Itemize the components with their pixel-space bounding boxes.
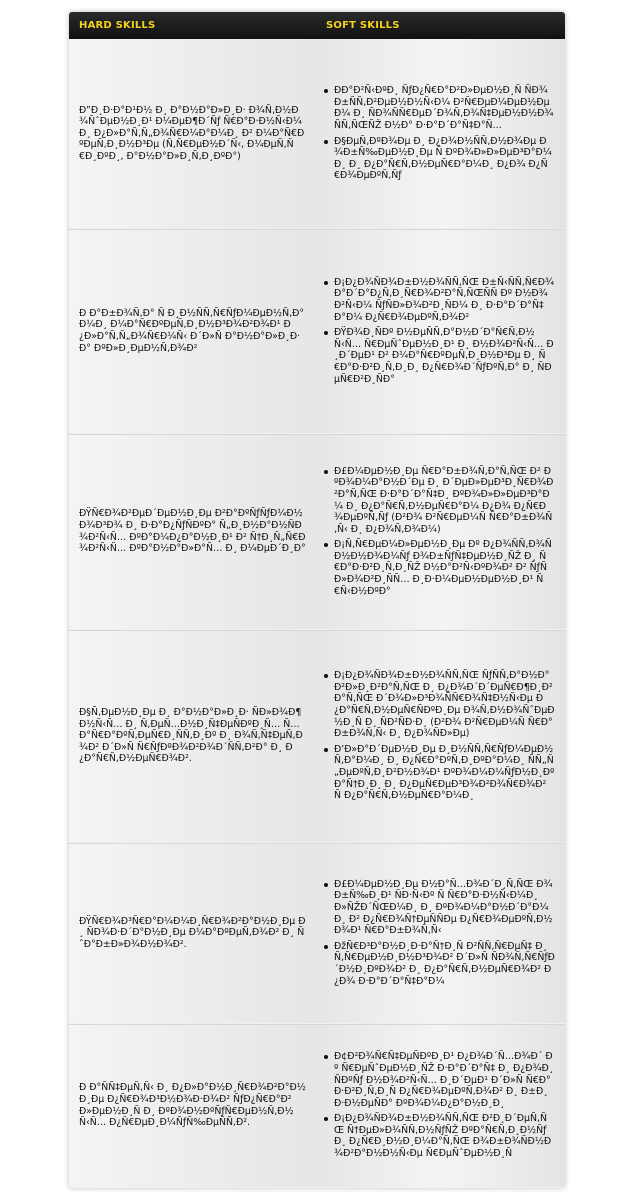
soft-skill-cell [316, 843, 565, 1023]
soft-skill-item: Ð£Ð¼ÐµÐ½Ð¸Ðµ Ð½Ð°Ñ…Ð¾Ð´Ð¸Ñ‚ÑŒ Ð¾Ð±Ñ‰Ð¸Ð¹ ÑÐ·Ñ‹Ðº Ñ Ñ€Ð°Ð·Ð½Ñ‹Ð¼Ð¸ Ð»ÑŽÐ´ÑŒÐ¼Ð¸ Ð¸ ÐºÐ¾Ð¼Ð°Ð½Ð´Ð°Ð¼Ð¸ Ð² Ð¿Ñ€Ð¾Ñ†ÐµÑÑÐµ Ð¿Ñ€Ð¾ÐµÐºÑ‚Ð½Ð¾Ð¹ Ñ€Ð°Ð±Ð¾Ñ‚Ñ‹ [320, 879, 555, 937]
hard-skill-cell: ÐŸÑ€Ð¾Ð²ÐµÐ´ÐµÐ½Ð¸Ðµ Ð²Ð°ÐºÑƒÑƒÐ¼Ð½Ð¾Ð³Ð¾ Ð¸ Ð·Ð°Ð¿ÑƒÑÐºÐ° Ñ„Ð¸Ð½Ð°Ð½ÑÐ¾Ð²Ñ‹Ñ… ÐºÐ°Ð¼Ð¿Ð°Ð½Ð¸Ð¹ Ð² Ñ†Ð¸Ñ„Ñ€Ð¾Ð²Ñ‹Ñ… ÐºÐ°Ð½Ð°Ð»Ð°Ñ… Ð¸ Ð¼ÐµÐ´Ð¸Ð° [79, 508, 306, 555]
hard-skill-cell: Ð”Ð¸Ð·Ð°Ð¹Ð½ Ð¸ Ð°Ð½Ð°Ð»Ð¸Ð· Ð¾Ñ‚Ð½Ð¾ÑˆÐµÐ½Ð¸Ð¹ Ð¼ÐµÐ¶Ð´Ñƒ Ñ€Ð°Ð·Ð½Ñ‹Ð¼Ð¸ Ð¿Ð»Ð°Ñ‚Ñ„Ð¾Ñ€Ð¼Ð°Ð¼Ð¸ Ð² Ð¼Ð°Ñ€ÐºÐµÑ‚Ð¸Ð½Ð³Ðµ (Ñ‚Ñ€ÐµÐ½Ð´Ñ‹, Ð¼ÐµÑ‚Ñ€Ð¸ÐºÐ¸, Ð°Ð½Ð°Ð»Ð¸Ñ‚Ð¸ÐºÐ°) [79, 104, 305, 162]
table-row [69, 229, 565, 434]
hard-skill-cell: ÐŸÑ€Ð¾Ð³Ñ€Ð°Ð¼Ð¼Ð¸Ñ€Ð¾Ð²Ð°Ð½Ð¸Ðµ Ð¸ ÑÐ¾Ð·Ð´Ð°Ð½Ð¸Ðµ Ð¼Ð°ÐºÐµÑ‚Ð¾Ð² Ð¸ ÑˆÐ°Ð±Ð»Ð¾Ð½Ð¾Ð². [79, 915, 306, 950]
soft-skill-list [320, 85, 555, 182]
table-row [69, 630, 565, 843]
soft-skill-item: Ð¡Ð¿Ð¾ÑÐ¾Ð±Ð½Ð¾ÑÑ‚ÑŒ Ð²Ð¸Ð´ÐµÑ‚ÑŒ Ñ†ÐµÐ»Ð¾ÑÑ‚Ð½ÑƒÑŽ ÐºÐ°Ñ€Ñ‚Ð¸Ð½Ñƒ Ð¸ Ð¿Ñ€Ð¸Ð½Ð¸Ð¼Ð°Ñ‚ÑŒ Ð¾Ð±Ð¾ÑÐ½Ð¾Ð²Ð°Ð½Ð½Ñ‹Ðµ Ñ€ÐµÑˆÐµÐ½Ð¸Ñ [320, 1113, 555, 1159]
table-row [69, 434, 565, 630]
soft-skill-list [320, 670, 555, 802]
soft-skill-item: ÐÐ°Ð²Ñ‹ÐºÐ¸ ÑƒÐ¿Ñ€Ð°Ð²Ð»ÐµÐ½Ð¸Ñ ÑÐ¾Ð±ÑÑ‚Ð²ÐµÐ½Ð½Ñ‹Ð¼ Ð²Ñ€ÐµÐ¼ÐµÐ½ÐµÐ¼ Ð¸ ÑÐ¾ÑÑ€ÐµÐ´Ð¾Ñ‚Ð¾Ñ‡ÐµÐ½Ð½Ð¾ÑÑ‚ÑŒÑŽ Ð½Ð° Ð·Ð°Ð´Ð°Ñ‡Ð°Ñ… [320, 85, 555, 131]
soft-skill-list [320, 879, 555, 987]
soft-skill-list [320, 466, 555, 598]
soft-skill-item: Ð¢Ð²Ð¾Ñ€Ñ‡ÐµÑÐºÐ¸Ð¹ Ð¿Ð¾Ð´Ñ…Ð¾Ð´ Ðº Ñ€ÐµÑˆÐµÐ½Ð¸ÑŽ Ð·Ð°Ð´Ð°Ñ‡ Ð¸ Ð¿Ð¾Ð¸ÑÐºÑƒ Ð½Ð¾Ð²Ñ‹Ñ… Ð¸Ð´ÐµÐ¹ Ð´Ð»Ñ Ñ€Ð°Ð·Ð²Ð¸Ñ‚Ð¸Ñ Ð¿Ñ€Ð¾ÐµÐºÑ‚Ð¾Ð² Ð¸ Ð±Ð¸Ð·Ð½ÐµÑÐ° ÐºÐ¾Ð¼Ð¿Ð°Ð½Ð¸Ð¸ [320, 1051, 555, 1109]
soft-skills-header: SOFT SKILLS [326, 20, 400, 31]
soft-skill-item: ÐŸÐ¾Ð¸ÑÐº Ð½ÐµÑÑ‚Ð°Ð½Ð´Ð°Ñ€Ñ‚Ð½Ñ‹Ñ… Ñ€ÐµÑˆÐµÐ½Ð¸Ð¹ Ð¸ Ð½Ð¾Ð²Ñ‹Ñ… Ð¸Ð´ÐµÐ¹ Ð² Ð¼Ð°Ñ€ÐºÐµÑ‚Ð¸Ð½Ð³Ðµ Ð¸ Ñ€Ð°Ð·Ð²Ð¸Ñ‚Ð¸Ð¸ Ð¿Ñ€Ð¾Ð´ÑƒÐºÑ‚Ð° Ð¸ ÑÐµÑ€Ð²Ð¸ÑÐ° [320, 327, 555, 385]
table-header [69, 12, 565, 39]
table-row [69, 39, 565, 229]
soft-skill-item: Ð§ÐµÑ‚ÐºÐ¾Ðµ Ð¸ Ð¿Ð¾Ð½ÑÑ‚Ð½Ð¾Ðµ Ð¾Ð±Ñ‰ÐµÐ½Ð¸Ðµ Ñ ÐºÐ¾Ð»Ð»ÐµÐ³Ð°Ð¼Ð¸ Ð¸ Ð¿Ð°Ñ€Ñ‚Ð½ÐµÑ€Ð°Ð¼Ð¸ Ð¿Ð¾ Ð¿Ñ€Ð¾ÐµÐºÑ‚Ñƒ [320, 136, 555, 182]
soft-skill-item: ÐžÑ€Ð³Ð°Ð½Ð¸Ð·Ð°Ñ†Ð¸Ñ Ð²ÑÑ‚Ñ€ÐµÑ‡ Ð¸ Ñ‚Ñ€ÐµÐ½Ð¸Ð½Ð³Ð¾Ð² Ð´Ð»Ñ ÑÐ¾Ñ‚Ñ€ÑƒÐ´Ð½Ð¸ÐºÐ¾Ð² Ð¸ Ð¿Ð°Ñ€Ñ‚Ð½ÐµÑ€Ð¾Ð² Ð¿Ð¾ Ð·Ð°Ð´Ð°Ñ‡Ð°Ð¼ [320, 941, 555, 987]
soft-skill-item: Ð£Ð¼ÐµÐ½Ð¸Ðµ Ñ€Ð°Ð±Ð¾Ñ‚Ð°Ñ‚ÑŒ Ð² ÐºÐ¾Ð¼Ð°Ð½Ð´Ðµ Ð¸ Ð´ÐµÐ»ÐµÐ³Ð¸Ñ€Ð¾Ð²Ð°Ñ‚ÑŒ Ð·Ð°Ð´Ð°Ñ‡Ð¸ ÐºÐ¾Ð»Ð»ÐµÐ³Ð°Ð¼ Ð¸ Ð¿Ð°Ñ€Ñ‚Ð½ÐµÑ€Ð°Ð¼ Ð¿Ð¾ Ð¿Ñ€Ð¾ÐµÐºÑ‚Ñƒ (Ð²Ð¾ Ð²Ñ€ÐµÐ¼Ñ Ñ€Ð°Ð±Ð¾Ñ‚Ñ‹ Ð¸ Ð¿Ð¾Ñ‚Ð¾Ð¼) [320, 466, 555, 536]
hard-skill-cell: Ð Ð°ÑÑ‡ÐµÑ‚Ñ‹ Ð¸ Ð¿Ð»Ð°Ð½Ð¸Ñ€Ð¾Ð²Ð°Ð½Ð¸Ðµ Ð¿Ñ€Ð¾Ð³Ð½Ð¾Ð·Ð¾Ð² ÑƒÐ¿Ñ€Ð°Ð²Ð»ÐµÐ½Ð¸Ñ Ð¸ ÐºÐ¾Ð½ÐºÑƒÑ€ÐµÐ½Ñ‚Ð½Ñ‹Ñ… Ð¿Ñ€ÐµÐ¸Ð¼ÑƒÑ‰ÐµÑÑ‚Ð². [79, 1082, 306, 1129]
soft-skill-cell [316, 434, 565, 629]
table-row [69, 843, 565, 1024]
soft-skill-list [320, 1051, 555, 1159]
hard-skills-header: HARD SKILLS [79, 20, 156, 31]
soft-skill-item: Ð¡Ð¿Ð¾ÑÐ¾Ð±Ð½Ð¾ÑÑ‚ÑŒ ÑƒÑÑ‚Ð°Ð½Ð°Ð²Ð»Ð¸Ð²Ð°Ñ‚ÑŒ Ð¸ Ð¿Ð¾Ð´Ð´ÐµÑ€Ð¶Ð¸Ð²Ð°Ñ‚ÑŒ Ð´Ð¾Ð»Ð³Ð¾ÑÑ€Ð¾Ñ‡Ð½Ñ‹Ðµ Ð¿Ð°Ñ€Ñ‚Ð½ÐµÑ€ÑÐºÐ¸Ðµ Ð¾Ñ‚Ð½Ð¾ÑˆÐµÐ½Ð¸Ñ Ð¸ ÑÐ²ÑÐ·Ð¸ (Ð²Ð¾ Ð²Ñ€ÐµÐ¼Ñ Ñ€Ð°Ð±Ð¾Ñ‚Ñ‹ Ð¸ Ð¿Ð¾ÑÐ»Ðµ) [320, 670, 555, 740]
soft-skill-item: Ð¡Ð¿Ð¾ÑÐ¾Ð±Ð½Ð¾ÑÑ‚ÑŒ Ð±Ñ‹ÑÑ‚Ñ€Ð¾ Ð°Ð´Ð°Ð¿Ñ‚Ð¸Ñ€Ð¾Ð²Ð°Ñ‚ÑŒÑÑ Ðº Ð½Ð¾Ð²Ñ‹Ð¼ ÑƒÑÐ»Ð¾Ð²Ð¸ÑÐ¼ Ð¸ Ð·Ð°Ð´Ð°Ñ‡Ð°Ð¼ Ð¿Ñ€Ð¾ÐµÐºÑ‚Ð¾Ð² [320, 277, 555, 323]
soft-skill-item: Ð¡Ñ‚Ñ€ÐµÐ¼Ð»ÐµÐ½Ð¸Ðµ Ðº Ð¿Ð¾ÑÑ‚Ð¾ÑÐ½Ð½Ð¾Ð¼Ñƒ Ð¾Ð±ÑƒÑ‡ÐµÐ½Ð¸ÑŽ Ð¸ Ñ€Ð°Ð·Ð²Ð¸Ñ‚Ð¸ÑŽ Ð½Ð°Ð²Ñ‹ÐºÐ¾Ð² Ð² ÑƒÑÐ»Ð¾Ð²Ð¸ÑÑ… Ð¸Ð·Ð¼ÐµÐ½ÐµÐ½Ð¸Ð¹ Ñ€Ñ‹Ð½ÐºÐ° [320, 539, 555, 597]
soft-skill-cell [316, 630, 565, 842]
soft-skill-list [320, 277, 555, 385]
hard-skill-cell: Ð§Ñ‚ÐµÐ½Ð¸Ðµ Ð¸ Ð°Ð½Ð°Ð»Ð¸Ð· ÑÐ»Ð¾Ð¶Ð½Ñ‹Ñ… Ð¸ Ñ‚ÐµÑ…Ð½Ð¸Ñ‡ÐµÑÐºÐ¸Ñ… Ñ…Ð°Ñ€Ð°ÐºÑ‚ÐµÑ€Ð¸ÑÑ‚Ð¸Ðº Ð¸ Ð¾Ñ‚Ñ‡ÐµÑ‚Ð¾Ð² Ð´Ð»Ñ Ñ€ÑƒÐºÐ¾Ð²Ð¾Ð´ÑÑ‚Ð²Ð° Ð¸ Ð¿Ð°Ñ€Ñ‚Ð½ÐµÑ€Ð¾Ð². [79, 707, 303, 765]
soft-skill-cell [316, 1024, 565, 1187]
soft-skill-cell [316, 229, 565, 433]
soft-skill-cell [316, 39, 565, 228]
soft-skill-item: Ð’Ð»Ð°Ð´ÐµÐ½Ð¸Ðµ Ð¸Ð½ÑÑ‚Ñ€ÑƒÐ¼ÐµÐ½Ñ‚Ð°Ð¼Ð¸ Ð¸ Ð¿Ñ€Ð°ÐºÑ‚Ð¸ÐºÐ°Ð¼Ð¸ ÑÑ„Ñ„ÐµÐºÑ‚Ð¸Ð²Ð½Ð¾Ð¹ ÐºÐ¾Ð¼Ð¼ÑƒÐ½Ð¸ÐºÐ°Ñ†Ð¸Ð¸ Ð¸ Ð¿ÐµÑ€ÐµÐ³Ð¾Ð²Ð¾Ñ€Ð¾Ð² Ñ Ð¿Ð°Ñ€Ñ‚Ð½ÐµÑ€Ð°Ð¼Ð¸ [320, 744, 555, 802]
hard-skill-cell: Ð Ð°Ð±Ð¾Ñ‚Ð° Ñ Ð¸Ð½ÑÑ‚Ñ€ÑƒÐ¼ÐµÐ½Ñ‚Ð°Ð¼Ð¸ Ð¼Ð°Ñ€ÐºÐµÑ‚Ð¸Ð½Ð³Ð¾Ð²Ð¾Ð¹ Ð¿Ð»Ð°Ñ‚Ñ„Ð¾Ñ€Ð¼Ñ‹ Ð´Ð»Ñ Ð°Ð½Ð°Ð»Ð¸Ð·Ð° ÐºÐ»Ð¸ÐµÐ½Ñ‚Ð¾Ð² [79, 307, 305, 354]
skills-table [69, 12, 565, 1188]
table-row [69, 1024, 565, 1188]
